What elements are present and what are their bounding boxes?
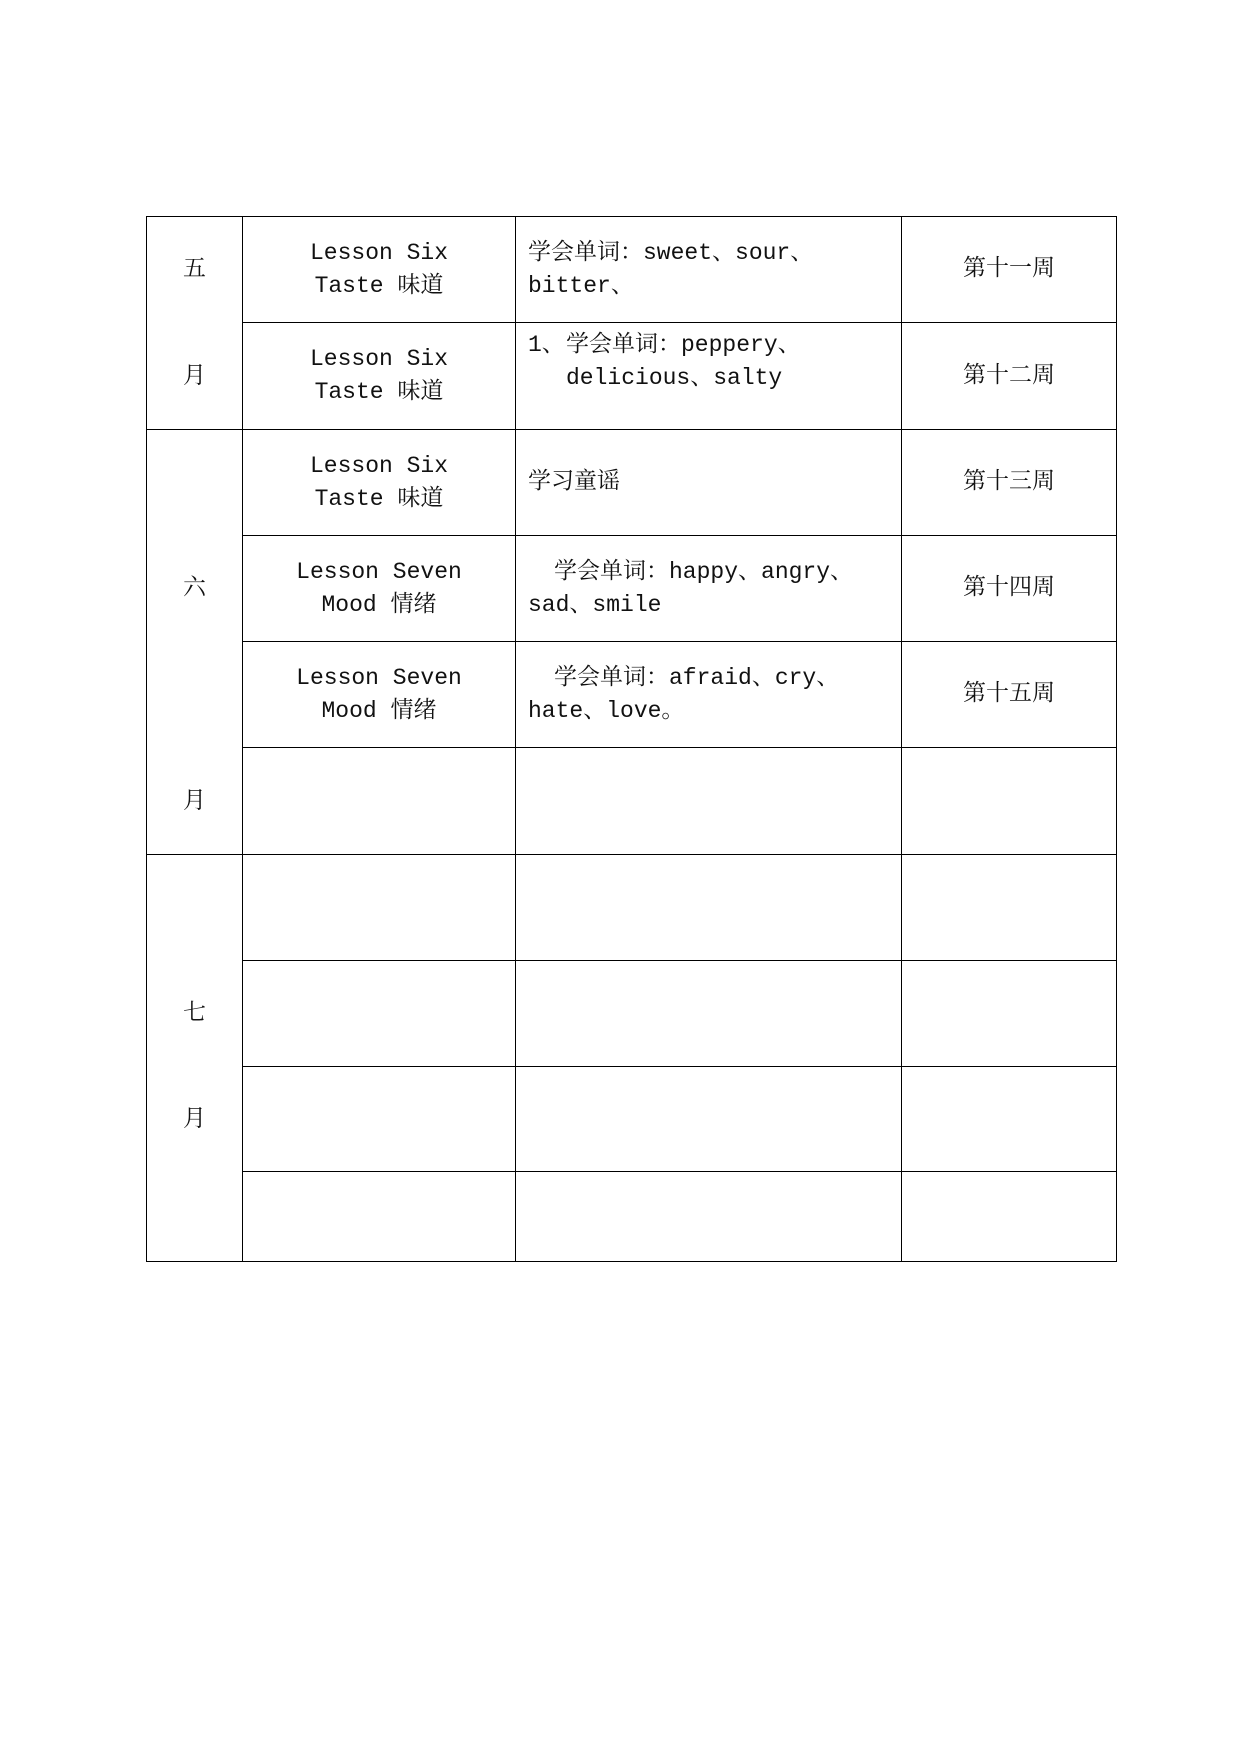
content-line: 学习童谣 <box>528 469 620 495</box>
lesson-cell <box>243 323 516 430</box>
week-cell: 第十一周 <box>902 217 1117 323</box>
lesson-title: Lesson Seven <box>296 558 462 585</box>
empty-lesson-cell <box>243 855 516 961</box>
schedule-table <box>146 216 1117 1262</box>
week-cell: 第十四周 <box>902 536 1117 642</box>
month-cell-july <box>147 855 243 1262</box>
month-char: 月 <box>183 788 206 815</box>
empty-week-cell <box>902 855 1117 961</box>
content-cell <box>516 430 902 536</box>
content-line: hate、love。 <box>528 697 685 724</box>
empty-week-cell <box>902 748 1117 855</box>
empty-content-cell <box>516 855 902 961</box>
week-cell: 第十五周 <box>902 642 1117 748</box>
week-cell: 第十二周 <box>902 323 1117 430</box>
empty-lesson-cell <box>243 748 516 855</box>
empty-content-cell <box>516 961 902 1067</box>
content-line: 学会单词：afraid、cry、 <box>554 664 840 691</box>
content-cell <box>516 642 902 748</box>
lesson-topic: Taste 味道 <box>314 485 444 512</box>
content-line: 学会单词：sweet、sour、 <box>528 239 814 266</box>
content-line: 学会单词：peppery、 <box>566 332 801 358</box>
lesson-title: Lesson Six <box>309 452 449 479</box>
content-cell <box>516 323 902 430</box>
lesson-title: Lesson Seven <box>296 664 462 691</box>
content-line: 学会单词：happy、angry、 <box>554 558 854 585</box>
numbered-item <box>528 329 801 395</box>
lesson-topic: Mood 情绪 <box>321 697 437 724</box>
empty-lesson-cell <box>243 961 516 1067</box>
content-cell <box>516 217 902 323</box>
empty-week-cell <box>902 961 1117 1067</box>
content-line: delicious、salty <box>566 365 783 391</box>
content-line: sad、smile <box>528 591 662 618</box>
empty-week-cell <box>902 1172 1117 1262</box>
empty-content-cell <box>516 748 902 855</box>
lesson-cell <box>243 430 516 536</box>
lesson-cell <box>243 536 516 642</box>
month-char: 月 <box>183 363 206 390</box>
list-marker: 1、 <box>528 332 565 358</box>
lesson-topic: Taste 味道 <box>314 272 444 299</box>
lesson-topic: Mood 情绪 <box>321 591 437 618</box>
month-char: 六 <box>183 575 206 602</box>
month-cell-may <box>147 217 243 430</box>
lesson-title: Lesson Six <box>309 239 449 266</box>
empty-lesson-cell <box>243 1172 516 1262</box>
content-cell <box>516 536 902 642</box>
month-char: 七 <box>183 1000 206 1027</box>
lesson-cell <box>243 642 516 748</box>
lesson-title: Lesson Six <box>309 346 449 372</box>
lesson-topic: Taste 味道 <box>314 379 444 405</box>
month-char: 五 <box>183 256 206 283</box>
empty-content-cell <box>516 1172 902 1262</box>
empty-lesson-cell <box>243 1067 516 1172</box>
month-cell-june <box>147 430 243 855</box>
month-char: 月 <box>183 1106 206 1133</box>
lesson-cell <box>243 217 516 323</box>
empty-content-cell <box>516 1067 902 1172</box>
content-line: bitter、 <box>528 272 634 299</box>
week-cell: 第十三周 <box>902 430 1117 536</box>
empty-week-cell <box>902 1067 1117 1172</box>
